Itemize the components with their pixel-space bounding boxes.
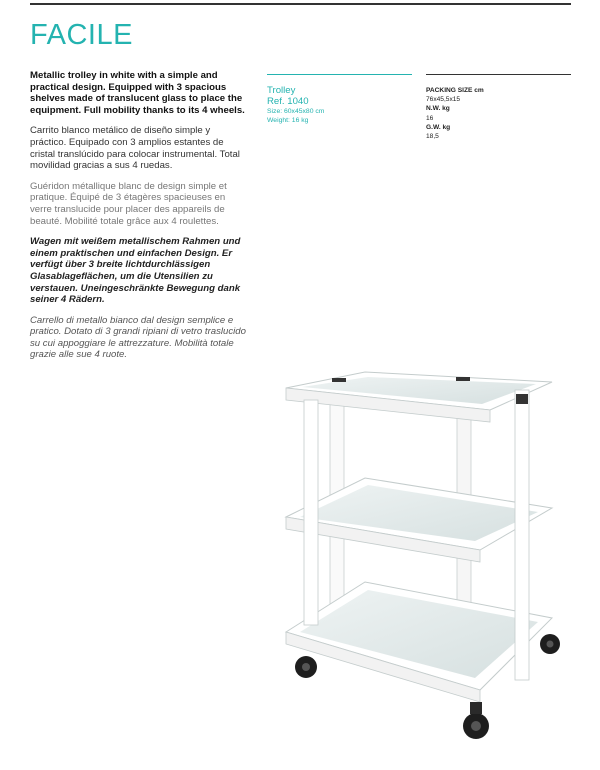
product-image xyxy=(270,360,570,750)
packing-rule xyxy=(426,74,571,75)
gross-weight-label: G.W. kg xyxy=(426,123,451,131)
spec-rule xyxy=(267,74,412,75)
spec-ref: Ref. 1040 xyxy=(267,96,309,107)
top-bracket-left xyxy=(332,378,346,382)
description-column xyxy=(30,70,248,370)
packing-size-value: 76x45,5x15 xyxy=(426,96,461,104)
front-right-post xyxy=(515,390,529,680)
description-french: Guéridon métallique blanc de design simple et pratique. Équipé de 3 étagères spacieuses en verre translucide pour placer des appareils de beauté. Mobilité totale grâce aux 4 roulettes. xyxy=(30,180,227,227)
net-weight-value: 16 xyxy=(426,114,434,122)
spec-size: Size: 60x45x80 cm xyxy=(267,108,325,115)
front-bracket xyxy=(516,394,528,404)
description-italian: Carrello di metallo bianco dal design semplice e pratico. Dotato di 3 grandi ripiani di vetro traslucido su cui appoggiare le attrezzature. Mobilità totale grazie alle sue 4 ruote. xyxy=(30,314,246,361)
description-spanish: Carrito blanco metálico de diseño simple y práctico. Equipado con 3 amplios estantes de cristal translúcido para colocar instrumental. Total movilidad gracias a sus 4 ruedas. xyxy=(30,125,240,172)
front-left-post xyxy=(304,400,318,625)
description-english: Metallic trolley in white with a simple and practical design. Equipped with 3 spacious shelves made of translucent glass to place the equipment. Full mobility thanks to its 4 wheels. xyxy=(30,70,245,116)
wheel-hub xyxy=(471,721,481,731)
wheel-hub xyxy=(302,663,310,671)
packing-size-label: PACKING SIZE cm xyxy=(426,87,484,94)
top-bracket-right xyxy=(456,377,470,381)
spec-name: Trolley xyxy=(267,85,296,96)
gross-weight-value: 18,5 xyxy=(426,133,439,141)
spec-column xyxy=(267,74,412,125)
packing-column xyxy=(426,74,571,141)
top-rule xyxy=(30,3,571,5)
spec-weight: Weight: 16 kg xyxy=(267,117,309,124)
description-german: Wagen mit weißem metallischem Rahmen und einem praktischen und einfachen Design. Er verfügt über 3 breite lichtdurchlässigen Glasablageflächen, um die Utensilien zu verstauen. Uneingeschränkte Bewegung dank seiner 4 Rädern. xyxy=(30,236,241,306)
wheel-hub xyxy=(547,641,554,648)
caster-mount xyxy=(470,702,482,714)
trolley-illustration xyxy=(270,360,570,750)
net-weight-label: N.W. kg xyxy=(426,105,450,113)
product-title: FACILE xyxy=(30,19,133,51)
